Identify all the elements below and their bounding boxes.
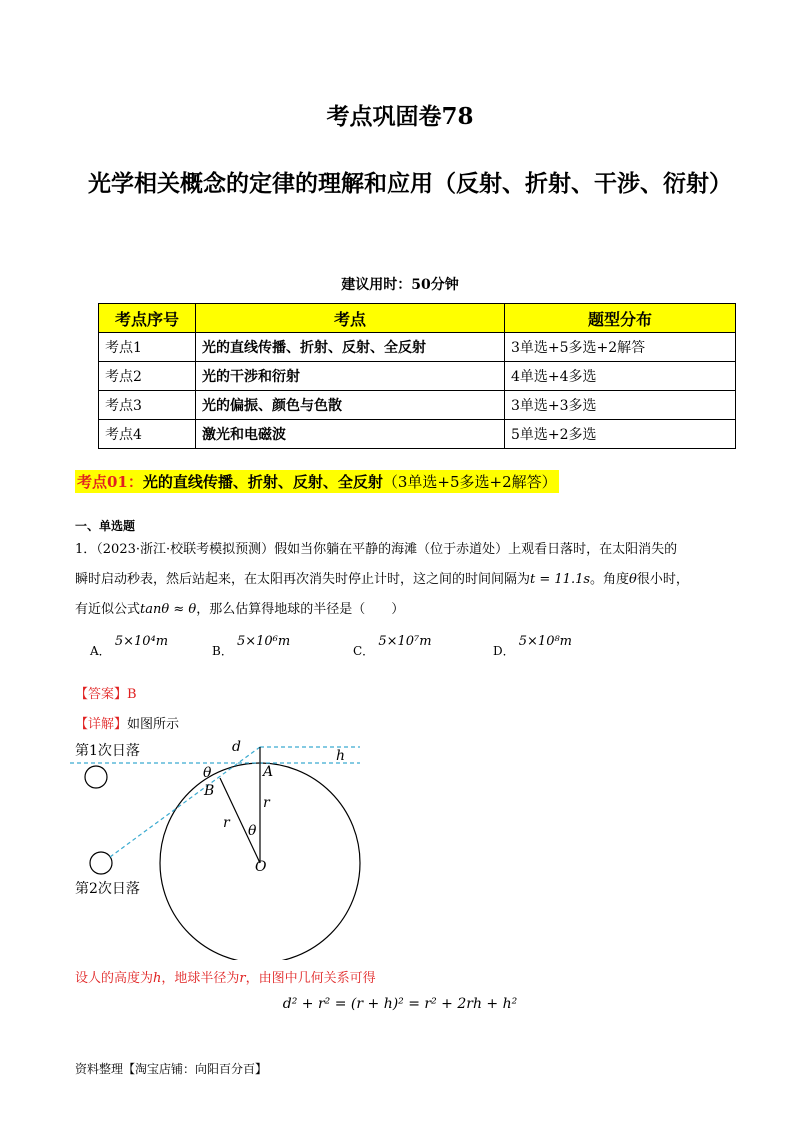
table-cell: 3单选+5多选+2解答 bbox=[505, 333, 736, 362]
table-row bbox=[99, 333, 736, 362]
table-row bbox=[99, 362, 736, 391]
table-cell: 光的偏振、颜色与色散 bbox=[196, 391, 505, 420]
table-cell: 3单选+3多选 bbox=[505, 391, 736, 420]
subsection-heading: 一、单选题 bbox=[75, 519, 136, 533]
topic-table bbox=[98, 303, 736, 449]
explanation-text: ，由图中几何关系可得 bbox=[245, 971, 376, 986]
label-first-sunset: 第1次日落 bbox=[75, 743, 140, 759]
option-label: A． bbox=[90, 644, 111, 658]
question-text: 很小时， bbox=[636, 572, 689, 587]
option-label: D． bbox=[493, 644, 515, 658]
page-title: 考点巩固卷78 bbox=[326, 103, 474, 130]
sun-second-icon bbox=[90, 852, 112, 874]
section-title: 光的直线传播、折射、反射、全反射 bbox=[142, 473, 383, 491]
math-symbol: r bbox=[239, 971, 246, 986]
header-cell: 题型分布 bbox=[505, 304, 736, 333]
explanation-line bbox=[75, 967, 376, 986]
math-symbol: θ bbox=[629, 572, 637, 587]
label-second-sunset: 第2次日落 bbox=[75, 881, 140, 897]
option-c[interactable] bbox=[353, 632, 432, 658]
label-d: d bbox=[232, 739, 241, 755]
detail-text: 如图所示 bbox=[127, 717, 180, 732]
detail bbox=[75, 713, 179, 732]
question-line-3 bbox=[75, 598, 725, 617]
option-d[interactable] bbox=[493, 632, 573, 658]
math-symbol: h bbox=[153, 971, 162, 986]
label-theta-1: θ bbox=[203, 765, 212, 781]
formula: d² + r² = (r + h)² = r² + 2rh + h² bbox=[282, 996, 518, 1012]
table-row bbox=[99, 391, 736, 420]
question-text: 。角度 bbox=[590, 572, 630, 587]
math-expression: t = 11.1s bbox=[530, 572, 591, 587]
header-cell: 考点 bbox=[196, 304, 505, 333]
geometry-diagram bbox=[70, 735, 370, 960]
section-heading bbox=[75, 470, 559, 493]
question-line-2 bbox=[75, 568, 725, 587]
math-expression: tanθ ≈ θ bbox=[140, 602, 197, 617]
table-header-row bbox=[99, 304, 736, 333]
sun-first-icon bbox=[85, 766, 107, 788]
table-cell: 考点3 bbox=[99, 391, 196, 420]
option-label: C． bbox=[353, 644, 375, 658]
option-value: 5×10⁶m bbox=[236, 634, 291, 649]
question-text: ，那么估算得地球的半径是（ ） bbox=[196, 602, 405, 617]
option-label: B． bbox=[212, 644, 233, 658]
option-value: 5×10⁸m bbox=[518, 634, 573, 649]
explanation-text: 设人的高度为 bbox=[75, 971, 154, 986]
label-theta-2: θ bbox=[248, 823, 257, 839]
table-cell: 激光和电磁波 bbox=[196, 420, 505, 449]
suggested-time: 建议用时：50分钟 bbox=[341, 277, 459, 293]
table-cell: 考点1 bbox=[99, 333, 196, 362]
option-b[interactable] bbox=[212, 632, 291, 658]
table-row bbox=[99, 420, 736, 449]
answer: 【答案】B bbox=[75, 687, 137, 702]
label-o: O bbox=[255, 859, 267, 875]
footer-note: 资料整理【淘宝店铺：向阳百分百】 bbox=[75, 1062, 268, 1076]
option-value: 5×10⁷m bbox=[378, 634, 432, 649]
table-cell: 考点4 bbox=[99, 420, 196, 449]
option-a[interactable] bbox=[90, 632, 169, 658]
detail-label: 【详解】 bbox=[75, 717, 128, 732]
section-count: （3单选+5多选+2解答） bbox=[382, 473, 557, 491]
label-r-1: r bbox=[263, 795, 270, 811]
header-cell: 考点序号 bbox=[99, 304, 196, 333]
question-line-1: 1．（2023·浙江·校联考模拟预测）假如当你躺在平静的海滩（位于赤道处）上观看日落时，在太阳消失的 bbox=[75, 542, 678, 557]
table-cell: 光的直线传播、折射、反射、全反射 bbox=[196, 333, 505, 362]
table-cell: 4单选+4多选 bbox=[505, 362, 736, 391]
label-a: A bbox=[263, 764, 274, 780]
page-subtitle: 光学相关概念的定律的理解和应用（反射、折射、干涉、衍射） bbox=[88, 170, 732, 197]
table-cell: 光的干涉和衍射 bbox=[196, 362, 505, 391]
option-value: 5×10⁴m bbox=[114, 634, 169, 649]
table-cell: 考点2 bbox=[99, 362, 196, 391]
label-r-2: r bbox=[223, 815, 230, 831]
label-h: h bbox=[336, 748, 346, 764]
question-text: 有近似公式 bbox=[75, 602, 141, 617]
table-cell: 5单选+2多选 bbox=[505, 420, 736, 449]
label-b: B bbox=[204, 783, 215, 799]
question-text: 瞬时启动秒表，然后站起来，在太阳再次消失时停止计时，这之间的时间间隔为 bbox=[75, 572, 531, 587]
explanation-text: ，地球半径为 bbox=[161, 971, 240, 986]
section-label: 考点01： bbox=[77, 473, 143, 491]
